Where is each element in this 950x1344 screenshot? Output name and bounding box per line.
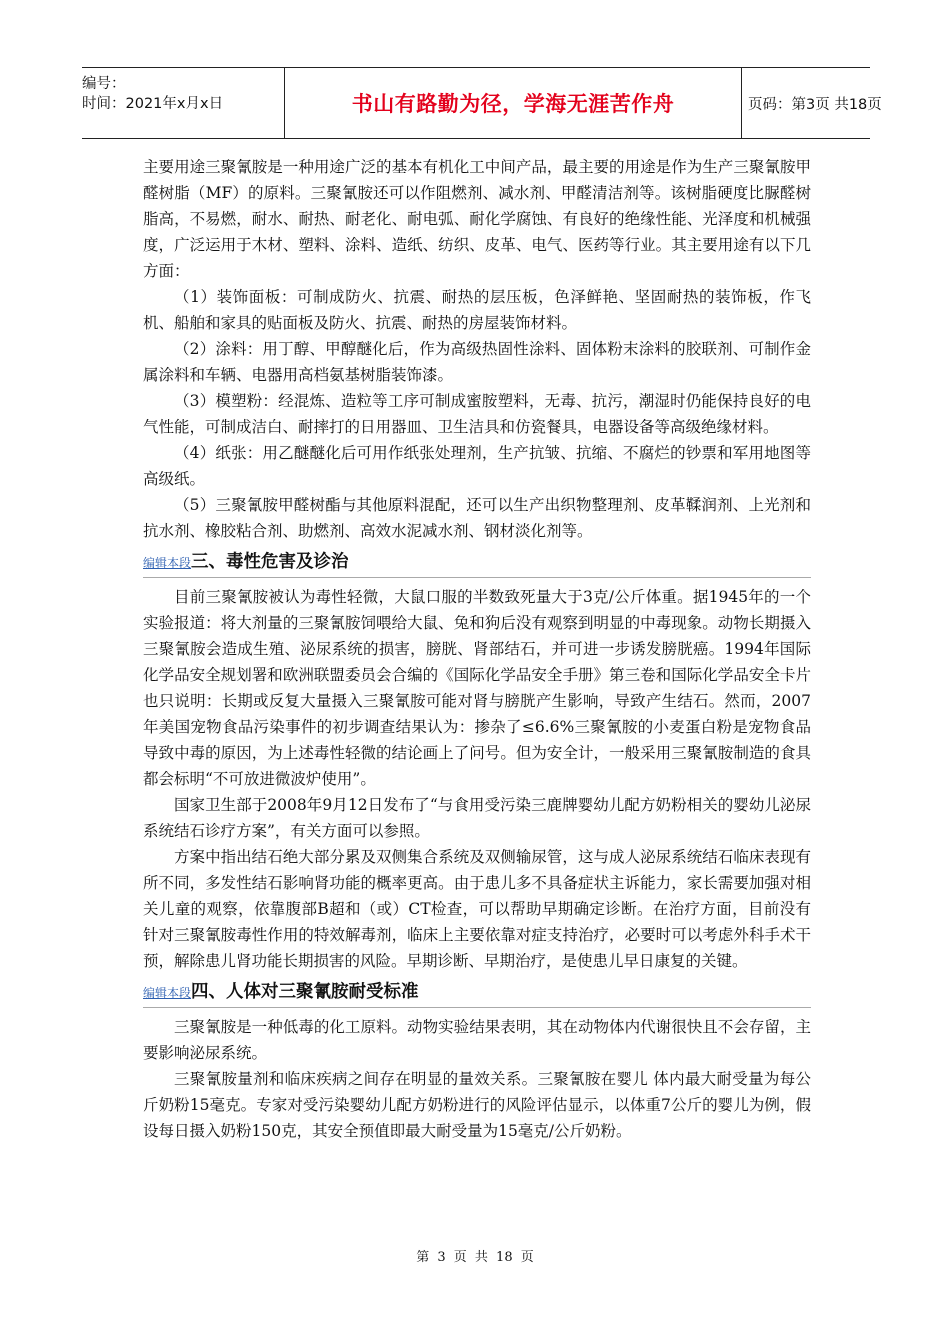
section-3-heading	[143, 548, 811, 578]
header-motto-cell	[284, 68, 742, 138]
section-divider	[143, 577, 811, 578]
section-title: 三、毒性危害及诊治	[191, 552, 349, 572]
page-header	[82, 67, 882, 139]
intro-paragraph-2: （1）装饰面板：可制成防火、抗震、耐热的层压板，色泽鲜艳、坚固耐热的装饰板，作飞机、船舶和家具的贴面板及防火、抗震、耐热的房屋装饰材料。	[143, 288, 811, 332]
section-title: 四、人体对三聚氰胺耐受标准	[191, 982, 419, 1002]
section-4-paragraph-2: 三聚氰胺量剂和临床疾病之间存在明显的量效关系。三聚氰胺在婴儿 体内最大耐受量为每公斤奶粉15毫克。专家对受污染婴幼儿配方奶粉进行的风险评估显示，以体重7公斤的婴儿为例，假设每日摄入奶粉150克，其安全预值即最大耐受量为15毫克/公斤奶粉。	[143, 1070, 811, 1140]
edit-section-link[interactable]: 编辑本段	[143, 556, 192, 570]
section-3-paragraph-1: 目前三聚氰胺被认为毒性轻微，大鼠口服的半数致死量大于3克/公斤体重。据1945年的一个实验报道：将大剂量的三聚氰胺饲喂给大鼠、兔和狗后没有观察到明显的中毒现象。动物长期摄入三聚氰胺会造成生殖、泌尿系统的损害，膀胱、肾部结石，并可进一步诱发膀胱癌。1994年国际化学品安全规划署和欧洲联盟委员会合编的《国际化学品安全手册》第三卷和国际化学品安全卡片也只说明：长期或反复大量摄入三聚氰胺可能对肾与膀胱产生影响，导致产生结石。然而，2007年美国宠物食品污染事件的初步调查结果认为：掺杂了≤6.6%三聚氰胺的小麦蛋白粉是宠物食品导致中毒的原因，为上述毒性轻微的结论画上了问号。但为安全计，一般采用三聚氰胺制造的食具都会标明“不可放进微波炉使用”。	[143, 588, 811, 788]
document-date: 时间：2021年x月x日	[82, 96, 224, 112]
intro-paragraph-1: 主要用途三聚氰胺是一种用途广泛的基本有机化工中间产品，最主要的用途是作为生产三聚氰胺甲醛树脂（MF）的原料。三聚氰胺还可以作阻燃剂、减水剂、甲醛清洁剂等。该树脂硬度比脲醛树脂高，不易燃，耐水、耐热、耐老化、耐电弧、耐化学腐蚀、有良好的绝缘性能、光泽度和机械强度，广泛运用于木材、塑料、涂料、造纸、纺织、皮革、电气、医药等行业。其主要用途有以下几方面：	[143, 158, 811, 280]
section-divider	[143, 1007, 811, 1008]
intro-paragraph-3: （2）涂料：用丁醇、甲醇醚化后，作为高级热固性涂料、固体粉末涂料的胶联剂、可制作金属涂料和车辆、电器用高档氨基树脂装饰漆。	[143, 340, 811, 384]
intro-paragraph-5: （4）纸张：用乙醚醚化后可用作纸张处理剂，生产抗皱、抗缩、不腐烂的钞票和军用地图等高级纸。	[143, 444, 811, 488]
header-meta	[82, 68, 284, 138]
document-number-label: 编号：	[82, 76, 126, 92]
section-4-heading	[143, 978, 811, 1008]
page-footer: 第 3 页 共 18 页	[416, 1250, 534, 1265]
section-4-paragraph-1: 三聚氰胺是一种低毒的化工原料。动物实验结果表明，其在动物体内代谢很快且不会存留，主要影响泌尿系统。	[143, 1018, 811, 1062]
section-3-paragraph-3: 方案中指出结石绝大部分累及双侧集合系统及双侧输尿管，这与成人泌尿系统结石临床表现有所不同，多发性结石影响肾功能的概率更高。由于患儿多不具备症状主诉能力，家长需要加强对相关儿童的观察，依靠腹部B超和（或）CT检查，可以帮助早期确定诊断。在治疗方面，目前没有针对三聚氰胺毒性作用的特效解毒剂，临床上主要依靠对症支持治疗，必要时可以考虑外科手术干预，解除患儿肾功能长期损害的风险。早期诊断、早期治疗，是使患儿早日康复的关键。	[143, 848, 811, 970]
document-body	[143, 154, 811, 1144]
section-3-paragraph-2: 国家卫生部于2008年9月12日发布了“与食用受污染三鹿牌婴幼儿配方奶粉相关的婴幼儿泌尿系统结石诊疗方案”，有关方面可以参照。	[143, 796, 811, 840]
intro-paragraph-6: （5）三聚氰胺甲醛树酯与其他原料混配，还可以生产出织物整理剂、皮革鞣润剂、上光剂和抗水剂、橡胶粘合剂、助燃剂、高效水泥减水剂、钢材淡化剂等。	[143, 496, 811, 540]
edit-section-link[interactable]: 编辑本段	[143, 986, 192, 1000]
intro-paragraph-4: （3）模塑粉：经混炼、造粒等工序可制成蜜胺塑料，无毒、抗污，潮湿时仍能保持良好的电气性能，可制成洁白、耐摔打的日用器皿、卫生洁具和仿瓷餐具，电器设备等高级绝缘材料。	[143, 392, 811, 436]
header-motto: 书山有路勤为径，学海无涯苦作舟	[351, 92, 675, 116]
header-page-info: 页码：第3页 共18页	[748, 96, 882, 113]
